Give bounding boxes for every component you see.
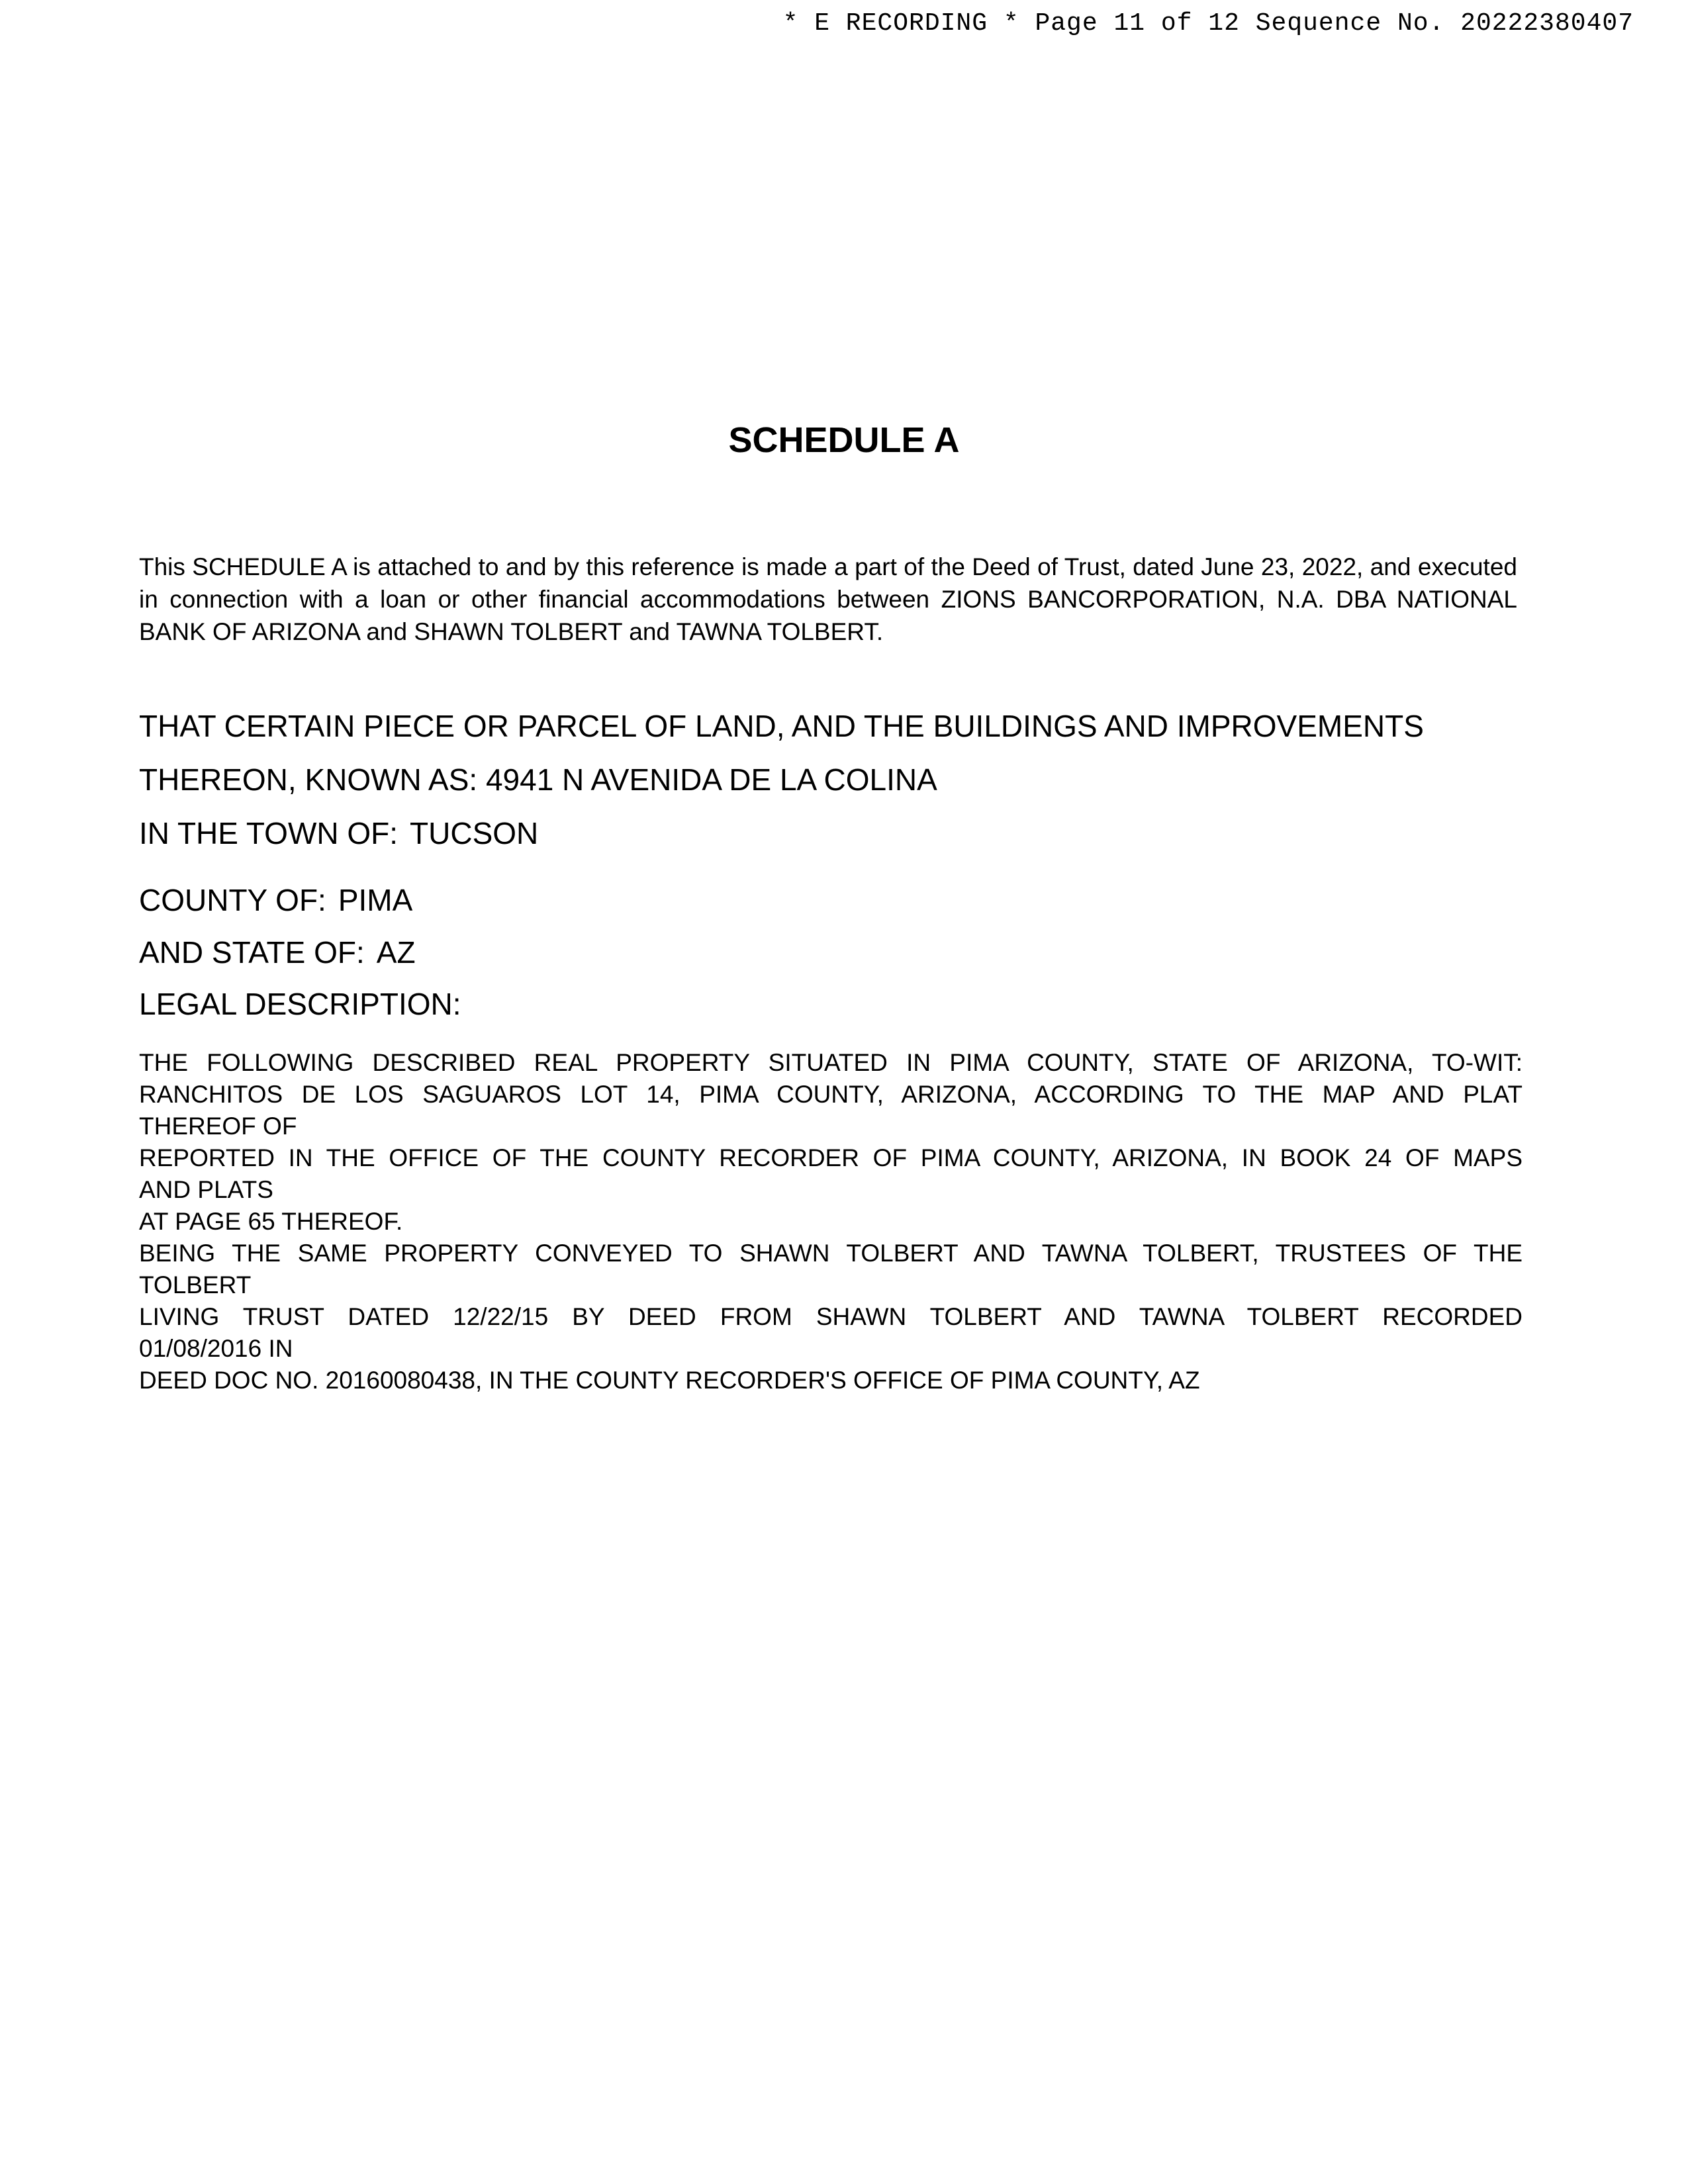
property-line-1: THAT CERTAIN PIECE OR PARCEL OF LAND, AND THE BUILDINGS AND IMPROVEMENTS	[139, 709, 1424, 743]
legal-line: BEING THE SAME PROPERTY CONVEYED TO SHAWN TOLBERT AND TAWNA TOLBERT, TRUSTEES OF THE	[139, 1240, 1523, 1267]
legal-line: LIVING TRUST DATED 12/22/15 BY DEED FROM SHAWN TOLBERT AND TAWNA TOLBERT RECORDED	[139, 1303, 1523, 1330]
intro-paragraph: This SCHEDULE A is attached to and by this reference is made a part of the Deed of Trust, dated June 23, 2022, and executed in connection with a loan or other financial accommodations between ZIONS BANCORPORATION, N.A. DBA NATIONAL BANK OF ARIZONA and SHAWN TOLBERT and TAWNA TOLBERT.	[139, 553, 1517, 645]
page-title: SCHEDULE A	[728, 420, 960, 460]
state-line	[139, 934, 416, 970]
legal-line: AND PLATS	[139, 1176, 273, 1203]
legal-description-body	[139, 1047, 1523, 1396]
legal-line: REPORTED IN THE OFFICE OF THE COUNTY RECORDER OF PIMA COUNTY, ARIZONA, IN BOOK 24 OF MAPS	[139, 1144, 1523, 1171]
town-value: TUCSON	[410, 816, 539, 850]
town-label: IN THE TOWN OF:	[139, 816, 399, 850]
legal-line: 01/08/2016 IN	[139, 1335, 293, 1362]
legal-line: AT PAGE 65 THEREOF.	[139, 1208, 403, 1235]
county-label: COUNTY OF:	[139, 883, 326, 917]
legal-line: DEED DOC NO. 20160080438, IN THE COUNTY RECORDER'S OFFICE OF PIMA COUNTY, AZ	[139, 1367, 1200, 1394]
legal-line: THEREOF OF	[139, 1113, 297, 1140]
legal-line: THE FOLLOWING DESCRIBED REAL PROPERTY SITUATED IN PIMA COUNTY, STATE OF ARIZONA, TO-WIT:	[139, 1049, 1523, 1076]
town-line	[139, 815, 538, 851]
legal-line: RANCHITOS DE LOS SAGUAROS LOT 14, PIMA COUNTY, ARIZONA, ACCORDING TO THE MAP AND PLAT	[139, 1081, 1523, 1108]
county-line	[139, 882, 412, 918]
recording-stamp: * E RECORDING * Page 11 of 12 Sequence No. 20222380407	[782, 9, 1634, 38]
state-value: AZ	[376, 935, 416, 970]
property-line-2: THEREON, KNOWN AS: 4941 N AVENIDA DE LA COLINA	[139, 762, 937, 797]
legal-description-label: LEGAL DESCRIPTION:	[139, 987, 461, 1021]
legal-line: TOLBERT	[139, 1271, 252, 1298]
county-value: PIMA	[338, 883, 413, 917]
state-label: AND STATE OF:	[139, 935, 365, 970]
